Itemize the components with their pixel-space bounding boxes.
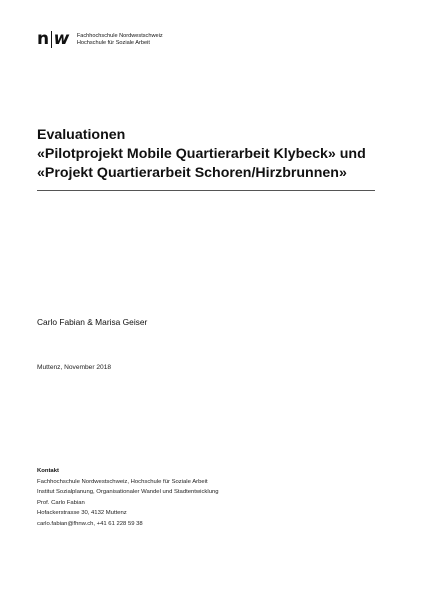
logo-letter-w: w: [53, 29, 69, 49]
logo-line-1: Fachhochschule Nordwestschweiz: [76, 33, 163, 40]
contact-line: Fachhochschule Nordwestschweiz, Hochschule für Soziale Arbeit: [37, 478, 208, 485]
contact-line: Institut Sozialplanung, Organisationaler Wandel und Stadtentwicklung: [37, 489, 219, 495]
logo-separator: [51, 31, 52, 48]
contact-line: Prof. Carlo Fabian: [37, 499, 85, 506]
contact-heading: Kontakt: [37, 468, 59, 474]
title-line-1: Evaluationen: [37, 127, 126, 143]
contact-block: [37, 466, 219, 529]
document-title: [37, 126, 387, 183]
logo-line-2: Hochschule für Soziale Arbeit: [76, 39, 150, 46]
fhnw-logo-mark: [37, 31, 69, 48]
title-line-2: «Pilotprojekt Mobile Quartierarbeit Klybeck» und: [37, 146, 366, 162]
authors: Carlo Fabian & Marisa Geiser: [37, 317, 148, 327]
title-underline-rule: [37, 190, 375, 191]
logo-letter-n: n: [37, 29, 49, 49]
fhnw-logo: [37, 31, 163, 48]
logo-institution-name: [77, 33, 163, 46]
contact-email-phone: carlo.fabian@fhnw.ch, +41 61 228 59 38: [37, 520, 143, 527]
contact-line: Hofackerstrasse 30, 4132 Muttenz: [37, 510, 127, 516]
place-date: Muttenz, November 2018: [37, 364, 112, 371]
title-line-3: «Projekt Quartierarbeit Schoren/Hirzbrunnen»: [37, 165, 347, 181]
